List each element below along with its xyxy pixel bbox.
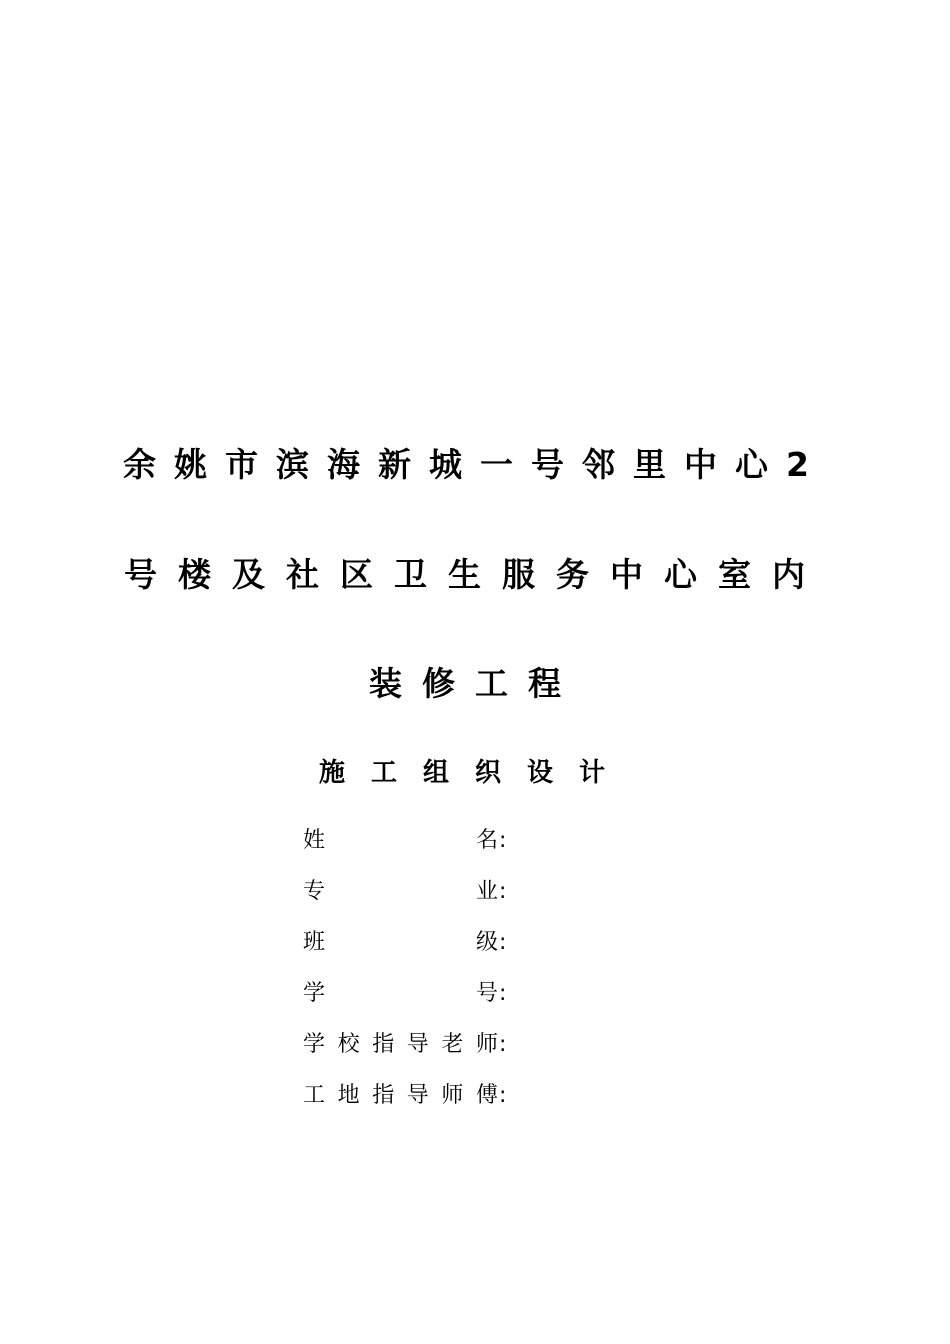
info-label-char: 指 [372, 1032, 395, 1057]
info-label-char: 专 [303, 879, 326, 904]
document-title-line-1: 余姚市滨海新城一号邻里中心2 [123, 445, 827, 484]
info-label [303, 1026, 498, 1064]
info-label-char: 名 [475, 828, 498, 853]
info-colon: : [499, 879, 507, 904]
info-label-char: 学 [303, 981, 326, 1006]
info-row [303, 822, 543, 873]
info-label-char: 号 [475, 981, 498, 1006]
info-label-char: 师 [475, 1032, 498, 1057]
info-row [303, 873, 543, 924]
info-label-char: 导 [406, 1083, 429, 1108]
document-title-line-3: 装修工程 [369, 664, 581, 703]
info-label-char: 地 [337, 1083, 360, 1108]
info-row [303, 975, 543, 1026]
info-label [303, 975, 498, 1013]
info-label-char: 老 [441, 1032, 464, 1057]
info-label-char: 姓 [303, 828, 326, 853]
info-label-char: 学 [303, 1032, 326, 1057]
info-label-char: 业 [475, 879, 498, 904]
info-label-char: 指 [372, 1083, 395, 1108]
info-label-char: 傅 [475, 1083, 498, 1108]
student-info-block [303, 822, 543, 1128]
document-title-line-2: 号楼及社区卫生服务中心室内 [124, 555, 826, 594]
info-label [303, 1077, 498, 1115]
info-row [303, 924, 543, 975]
info-colon: : [499, 1083, 507, 1108]
document-subtitle: 施工组织设计 [318, 758, 631, 788]
info-label-char: 工 [303, 1083, 326, 1108]
info-label [303, 924, 498, 962]
info-label [303, 873, 498, 911]
info-colon: : [499, 1032, 507, 1057]
info-label [303, 822, 498, 860]
info-label-char: 校 [337, 1032, 360, 1057]
info-row [303, 1077, 543, 1128]
info-label-char: 级 [475, 930, 498, 955]
info-colon: : [499, 981, 507, 1006]
info-colon: : [499, 930, 507, 955]
info-label-char: 班 [303, 930, 326, 955]
info-label-char: 师 [441, 1083, 464, 1108]
info-label-char: 导 [406, 1032, 429, 1057]
info-colon: : [499, 828, 507, 853]
info-row [303, 1026, 543, 1077]
